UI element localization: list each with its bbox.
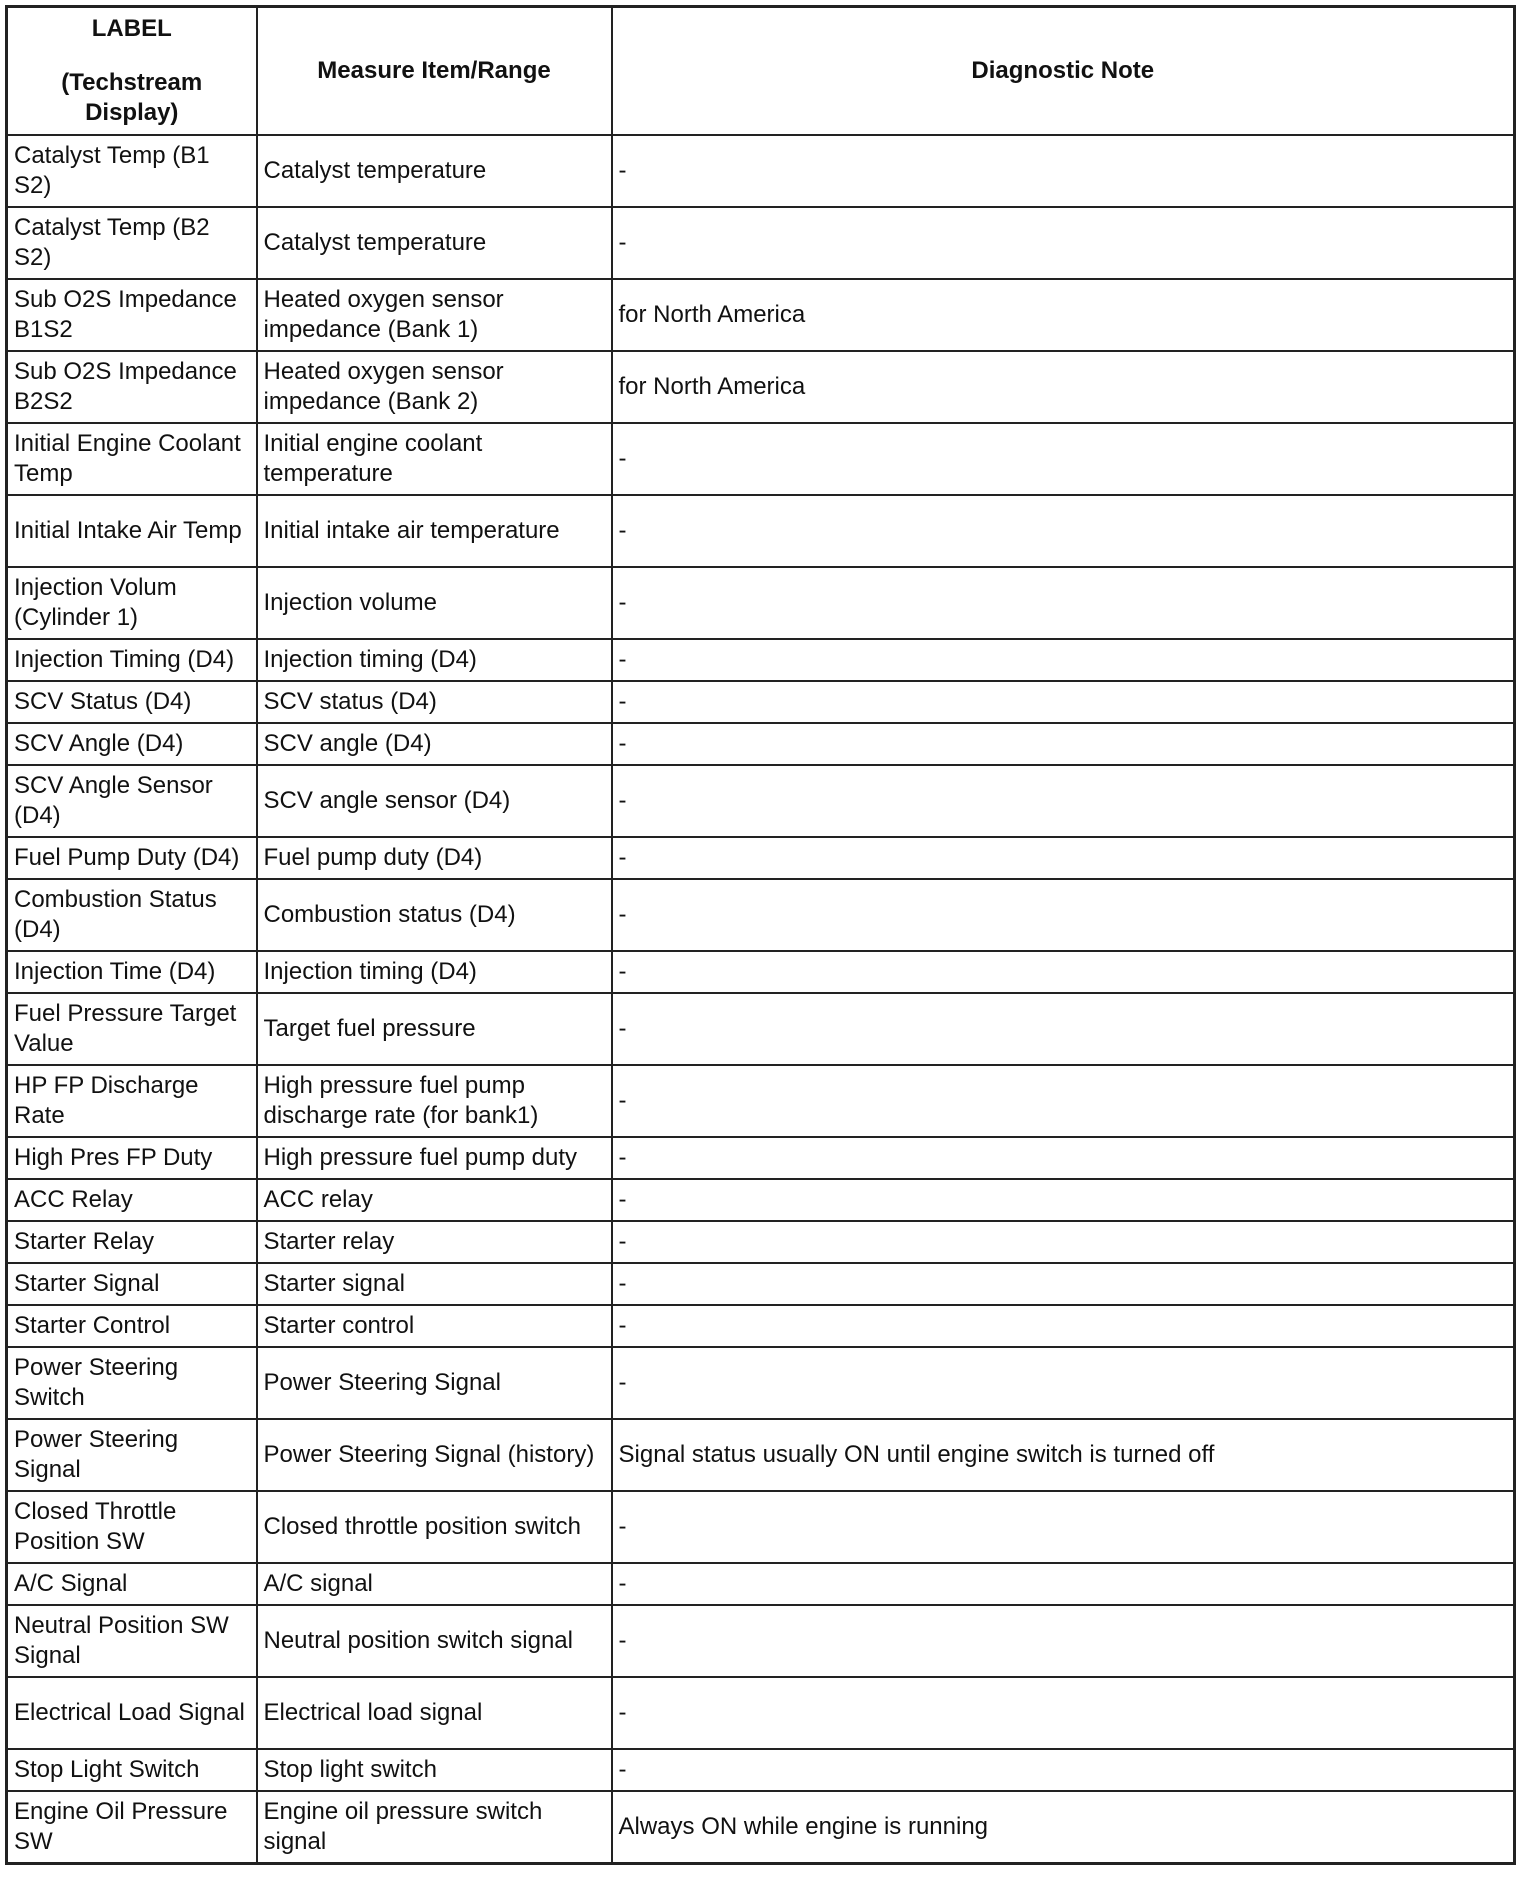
table-row (7, 951, 1515, 993)
table-row (7, 1221, 1515, 1263)
cell-measure: Closed throttle position switch (257, 1491, 612, 1563)
table-row (7, 1137, 1515, 1179)
cell-label: SCV Status (D4) (7, 681, 257, 723)
cell-note: - (612, 423, 1515, 495)
table-row (7, 279, 1515, 351)
table-row (7, 423, 1515, 495)
cell-note: - (612, 1491, 1515, 1563)
cell-measure: SCV status (D4) (257, 681, 612, 723)
cell-note: - (612, 765, 1515, 837)
table-row (7, 723, 1515, 765)
cell-label: Power Steering Signal (7, 1419, 257, 1491)
cell-measure: Heated oxygen sensor impedance (Bank 2) (257, 351, 612, 423)
cell-label: Sub O2S Impedance B2S2 (7, 351, 257, 423)
cell-label: Initial Engine Coolant Temp (7, 423, 257, 495)
table-row (7, 1677, 1515, 1749)
cell-measure: SCV angle (D4) (257, 723, 612, 765)
cell-label: Starter Signal (7, 1263, 257, 1305)
cell-label: SCV Angle (D4) (7, 723, 257, 765)
cell-measure: Initial intake air temperature (257, 495, 612, 567)
table-row (7, 681, 1515, 723)
cell-label: Combustion Status (D4) (7, 879, 257, 951)
cell-note: - (612, 681, 1515, 723)
cell-measure: Initial engine coolant temperature (257, 423, 612, 495)
cell-note: - (612, 495, 1515, 567)
cell-note: - (612, 207, 1515, 279)
cell-note: - (612, 135, 1515, 207)
cell-label: High Pres FP Duty (7, 1137, 257, 1179)
cell-note: - (612, 1749, 1515, 1791)
table-row (7, 1419, 1515, 1491)
cell-label: Starter Relay (7, 1221, 257, 1263)
cell-note: - (612, 1563, 1515, 1605)
table-row (7, 567, 1515, 639)
cell-measure: Fuel pump duty (D4) (257, 837, 612, 879)
table-row (7, 837, 1515, 879)
cell-label: Fuel Pump Duty (D4) (7, 837, 257, 879)
cell-label: Injection Timing (D4) (7, 639, 257, 681)
cell-note: - (612, 1605, 1515, 1677)
table-row (7, 1179, 1515, 1221)
cell-note: - (612, 723, 1515, 765)
cell-label: SCV Angle Sensor (D4) (7, 765, 257, 837)
cell-label: Neutral Position SW Signal (7, 1605, 257, 1677)
cell-note: - (612, 1305, 1515, 1347)
cell-measure: Power Steering Signal (257, 1347, 612, 1419)
cell-measure: Neutral position switch signal (257, 1605, 612, 1677)
header-label (7, 7, 257, 136)
table-row (7, 1491, 1515, 1563)
cell-label: Injection Time (D4) (7, 951, 257, 993)
cell-note: - (612, 567, 1515, 639)
header-measure: Measure Item/Range (257, 7, 612, 136)
cell-note: - (612, 1137, 1515, 1179)
cell-measure: ACC relay (257, 1179, 612, 1221)
cell-label: Starter Control (7, 1305, 257, 1347)
cell-note: - (612, 879, 1515, 951)
cell-note: - (612, 951, 1515, 993)
cell-note: - (612, 1221, 1515, 1263)
cell-measure: A/C signal (257, 1563, 612, 1605)
cell-measure: Catalyst temperature (257, 135, 612, 207)
cell-label: Catalyst Temp (B2 S2) (7, 207, 257, 279)
table-row (7, 639, 1515, 681)
cell-note: - (612, 1347, 1515, 1419)
cell-measure: Heated oxygen sensor impedance (Bank 1) (257, 279, 612, 351)
cell-measure: Engine oil pressure switch signal (257, 1791, 612, 1864)
cell-measure: High pressure fuel pump duty (257, 1137, 612, 1179)
header-label-line1: LABEL (91, 15, 172, 42)
cell-note: Always ON while engine is running (612, 1791, 1515, 1864)
cell-note: - (612, 993, 1515, 1065)
cell-measure: Starter relay (257, 1221, 612, 1263)
cell-label: Engine Oil Pressure SW (7, 1791, 257, 1864)
table-row (7, 1563, 1515, 1605)
cell-note: - (612, 639, 1515, 681)
cell-label: Sub O2S Impedance B1S2 (7, 279, 257, 351)
cell-measure: Injection timing (D4) (257, 639, 612, 681)
cell-note: - (612, 1179, 1515, 1221)
cell-measure: Catalyst temperature (257, 207, 612, 279)
cell-measure: Starter signal (257, 1263, 612, 1305)
cell-measure: High pressure fuel pump discharge rate (for bank1) (257, 1065, 612, 1137)
cell-measure: Starter control (257, 1305, 612, 1347)
cell-note: for North America (612, 351, 1515, 423)
table-row (7, 1305, 1515, 1347)
cell-note: for North America (612, 279, 1515, 351)
table-row (7, 1605, 1515, 1677)
cell-note: - (612, 1677, 1515, 1749)
cell-note: - (612, 1065, 1515, 1137)
cell-note: Signal status usually ON until engine switch is turned off (612, 1419, 1515, 1491)
cell-note: - (612, 1263, 1515, 1305)
cell-label: Fuel Pressure Target Value (7, 993, 257, 1065)
table-row (7, 207, 1515, 279)
table-row (7, 879, 1515, 951)
cell-label: Injection Volum (Cylinder 1) (7, 567, 257, 639)
cell-label: ACC Relay (7, 1179, 257, 1221)
table-row (7, 1065, 1515, 1137)
cell-measure: SCV angle sensor (D4) (257, 765, 612, 837)
cell-label: HP FP Discharge Rate (7, 1065, 257, 1137)
header-label-line3: Display) (85, 99, 179, 126)
cell-note: - (612, 837, 1515, 879)
cell-label: Power Steering Switch (7, 1347, 257, 1419)
cell-measure: Stop light switch (257, 1749, 612, 1791)
cell-measure: Injection volume (257, 567, 612, 639)
cell-measure: Target fuel pressure (257, 993, 612, 1065)
table-row (7, 1749, 1515, 1791)
table-row (7, 135, 1515, 207)
cell-label: Stop Light Switch (7, 1749, 257, 1791)
cell-label: Initial Intake Air Temp (7, 495, 257, 567)
cell-measure: Electrical load signal (257, 1677, 612, 1749)
cell-label: A/C Signal (7, 1563, 257, 1605)
cell-label: Closed Throttle Position SW (7, 1491, 257, 1563)
header-label-line2: (Techstream (61, 69, 203, 96)
cell-measure: Combustion status (D4) (257, 879, 612, 951)
table-row (7, 1263, 1515, 1305)
header-note: Diagnostic Note (612, 7, 1515, 136)
cell-measure: Injection timing (D4) (257, 951, 612, 993)
cell-label: Electrical Load Signal (7, 1677, 257, 1749)
data-table (5, 5, 1516, 1865)
table-row (7, 1347, 1515, 1419)
table-row (7, 765, 1515, 837)
cell-measure: Power Steering Signal (history) (257, 1419, 612, 1491)
table-header-row (7, 7, 1515, 136)
table-row (7, 1791, 1515, 1864)
table-row (7, 495, 1515, 567)
table-row (7, 993, 1515, 1065)
cell-label: Catalyst Temp (B1 S2) (7, 135, 257, 207)
table-row (7, 351, 1515, 423)
